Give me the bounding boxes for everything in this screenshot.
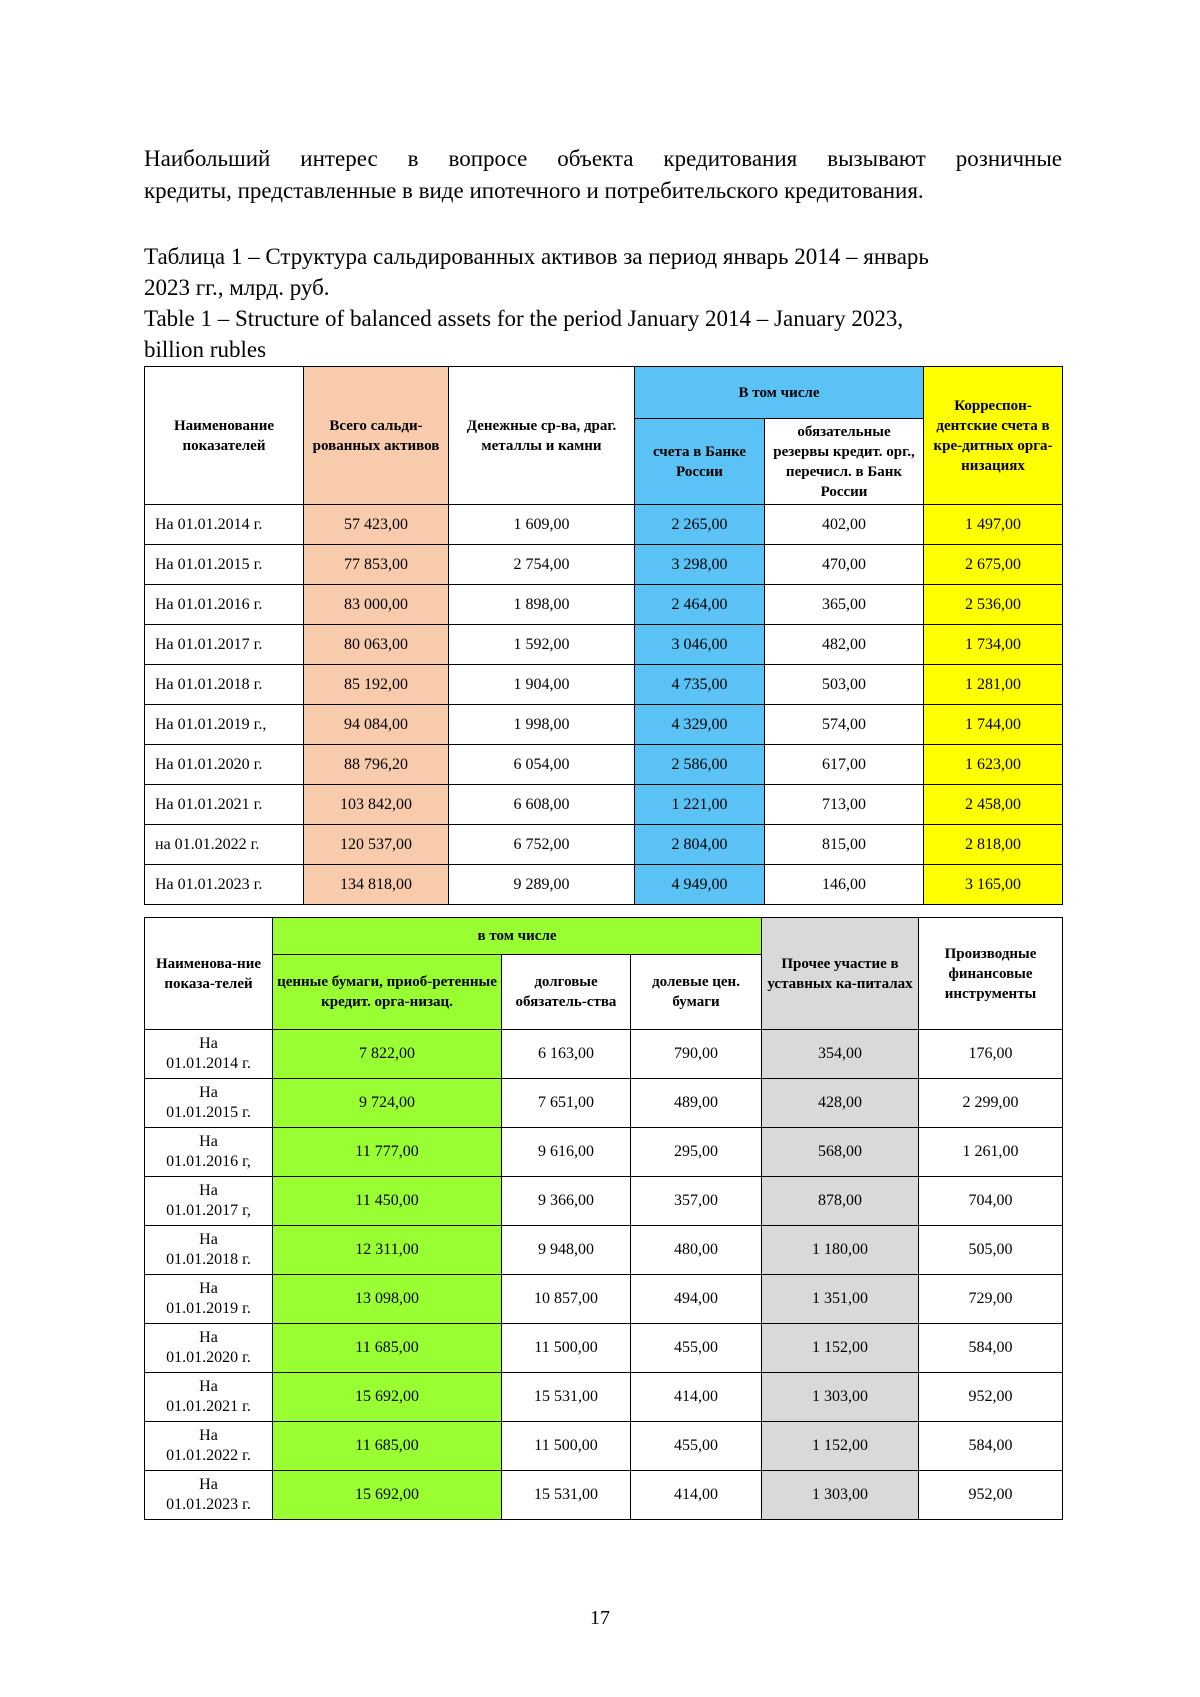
cell-debt: 6 163,00: [502, 1030, 631, 1079]
table-row: [145, 545, 1063, 585]
cell-required-reserves: 402,00: [765, 505, 924, 545]
cell-equity: 455,00: [631, 1324, 762, 1373]
table-row: [145, 1177, 1063, 1226]
table-row: [145, 1030, 1063, 1079]
cell-cash-metals: 1 904,00: [449, 665, 635, 705]
page-number: 17: [590, 1607, 610, 1629]
cell-derivatives: 2 299,00: [919, 1079, 1063, 1128]
cell-equity: 414,00: [631, 1471, 762, 1520]
row-label-date: 01.01.2022 г.: [166, 1447, 251, 1464]
cell-equity: 790,00: [631, 1030, 762, 1079]
cell-total-assets: 57 423,00: [304, 505, 449, 545]
header-required-reserves: обязательные резервы кредит. орг., перечисл. в Банк России: [765, 419, 924, 505]
row-label-date: 01.01.2014 г.: [166, 1055, 251, 1072]
table-row: [145, 1422, 1063, 1471]
cell-bank-accounts: 4 949,00: [635, 865, 765, 905]
header-total-assets: Всего сальди-рованных активов: [304, 367, 449, 505]
cell-total-assets: 77 853,00: [304, 545, 449, 585]
cell-securities: 15 692,00: [273, 1471, 502, 1520]
row-label: На 01.01.2016 г.: [145, 585, 304, 625]
row-label-prefix: На: [199, 1476, 218, 1493]
header-corr-accounts: Корреспон-дентские счета в кре-дитных орга-низациях: [924, 367, 1063, 505]
cell-equity: 489,00: [631, 1079, 762, 1128]
cell-other-participation: 428,00: [762, 1079, 919, 1128]
cell-derivatives: 729,00: [919, 1275, 1063, 1324]
row-label-prefix: На: [199, 1280, 218, 1297]
cell-derivatives: 704,00: [919, 1177, 1063, 1226]
row-label-prefix: На: [199, 1329, 218, 1346]
cell-securities: 12 311,00: [273, 1226, 502, 1275]
cell-cash-metals: 1 592,00: [449, 625, 635, 665]
cell-required-reserves: 713,00: [765, 785, 924, 825]
header2-including: в том числе: [273, 918, 762, 955]
cell-cash-metals: 1 898,00: [449, 585, 635, 625]
cell-derivatives: 176,00: [919, 1030, 1063, 1079]
row-label-prefix: На: [199, 1378, 218, 1395]
cell-cash-metals: 6 752,00: [449, 825, 635, 865]
cell-required-reserves: 815,00: [765, 825, 924, 865]
cell-other-participation: 1 152,00: [762, 1324, 919, 1373]
cell-equity: 414,00: [631, 1373, 762, 1422]
cell-bank-accounts: 2 464,00: [635, 585, 765, 625]
header2-name: Наименова-ние показа-телей: [145, 918, 273, 1030]
cell-required-reserves: 617,00: [765, 745, 924, 785]
intro-paragraph: [144, 143, 1062, 207]
table-row: [145, 1373, 1063, 1422]
cell-corr-accounts: 1 497,00: [924, 505, 1063, 545]
cell-corr-accounts: 1 744,00: [924, 705, 1063, 745]
cell-debt: 11 500,00: [502, 1422, 631, 1471]
cell-required-reserves: 574,00: [765, 705, 924, 745]
table-row: [145, 1226, 1063, 1275]
cell-debt: 15 531,00: [502, 1471, 631, 1520]
cell-total-assets: 88 796,20: [304, 745, 449, 785]
row-label-prefix: На: [199, 1133, 218, 1150]
cell-total-assets: 134 818,00: [304, 865, 449, 905]
cell-bank-accounts: 4 735,00: [635, 665, 765, 705]
cell-bank-accounts: 3 046,00: [635, 625, 765, 665]
cell-debt: 9 948,00: [502, 1226, 631, 1275]
header-bank-accounts: счета в Банке России: [635, 419, 765, 505]
table-row: [145, 1079, 1063, 1128]
cell-total-assets: 103 842,00: [304, 785, 449, 825]
row-label: На 01.01.2018 г.: [145, 665, 304, 705]
caption-en-line-1: Table 1 – Structure of balanced assets for the period January 2014 – January 2023,: [144, 306, 904, 331]
cell-corr-accounts: 3 165,00: [924, 865, 1063, 905]
cell-bank-accounts: 2 265,00: [635, 505, 765, 545]
cell-equity: 480,00: [631, 1226, 762, 1275]
row-label-date: 01.01.2015 г.: [166, 1104, 251, 1121]
cell-debt: 10 857,00: [502, 1275, 631, 1324]
table-row: [145, 665, 1063, 705]
cell-total-assets: 83 000,00: [304, 585, 449, 625]
row-label: На 01.01.2017 г.: [145, 625, 304, 665]
cell-cash-metals: 9 289,00: [449, 865, 635, 905]
row-label-prefix: На: [199, 1084, 218, 1101]
row-label-date: 01.01.2021 г.: [166, 1398, 251, 1415]
row-label: [145, 1422, 273, 1471]
cell-other-participation: 568,00: [762, 1128, 919, 1177]
cell-securities: 11 685,00: [273, 1422, 502, 1471]
table-row: [145, 585, 1063, 625]
assets-table-part-2: [144, 917, 1063, 1520]
row-label: [145, 1128, 273, 1177]
cell-derivatives: 584,00: [919, 1422, 1063, 1471]
cell-required-reserves: 470,00: [765, 545, 924, 585]
cell-cash-metals: 2 754,00: [449, 545, 635, 585]
cell-securities: 15 692,00: [273, 1373, 502, 1422]
cell-total-assets: 94 084,00: [304, 705, 449, 745]
row-label-prefix: На: [199, 1427, 218, 1444]
row-label: [145, 1324, 273, 1373]
cell-cash-metals: 6 054,00: [449, 745, 635, 785]
cell-other-participation: 878,00: [762, 1177, 919, 1226]
row-label: [145, 1079, 273, 1128]
cell-equity: 455,00: [631, 1422, 762, 1471]
cell-cash-metals: 1 609,00: [449, 505, 635, 545]
cell-bank-accounts: 2 586,00: [635, 745, 765, 785]
cell-required-reserves: 503,00: [765, 665, 924, 705]
cell-other-participation: 1 303,00: [762, 1471, 919, 1520]
row-label: [145, 1275, 273, 1324]
cell-cash-metals: 1 998,00: [449, 705, 635, 745]
table-row: [145, 1128, 1063, 1177]
table-row: [145, 505, 1063, 545]
row-label-date: 01.01.2017 г,: [166, 1202, 251, 1219]
cell-required-reserves: 146,00: [765, 865, 924, 905]
table-row: [145, 625, 1063, 665]
row-label: [145, 1177, 273, 1226]
row-label-prefix: На: [199, 1035, 218, 1052]
cell-securities: 11 777,00: [273, 1128, 502, 1177]
cell-other-participation: 1 152,00: [762, 1422, 919, 1471]
cell-bank-accounts: 3 298,00: [635, 545, 765, 585]
cell-securities: 7 822,00: [273, 1030, 502, 1079]
row-label: На 01.01.2023 г.: [145, 865, 304, 905]
table-row: [145, 705, 1063, 745]
cell-bank-accounts: 4 329,00: [635, 705, 765, 745]
cell-equity: 494,00: [631, 1275, 762, 1324]
cell-securities: 9 724,00: [273, 1079, 502, 1128]
table-caption-ru: [144, 241, 1074, 303]
cell-cash-metals: 6 608,00: [449, 785, 635, 825]
row-label-prefix: На: [199, 1231, 218, 1248]
row-label-date: 01.01.2023 г.: [166, 1496, 251, 1513]
cell-other-participation: 1 180,00: [762, 1226, 919, 1275]
cell-debt: 11 500,00: [502, 1324, 631, 1373]
caption-en-line-2: billion rubles: [144, 337, 267, 362]
cell-equity: 357,00: [631, 1177, 762, 1226]
cell-total-assets: 80 063,00: [304, 625, 449, 665]
header2-derivatives: Производные финансовые инструменты: [919, 918, 1063, 1030]
row-label: [145, 1471, 273, 1520]
cell-debt: 9 366,00: [502, 1177, 631, 1226]
header2-debt: долговые обязатель-ства: [502, 955, 631, 1030]
row-label: [145, 1030, 273, 1079]
cell-derivatives: 1 261,00: [919, 1128, 1063, 1177]
cell-derivatives: 952,00: [919, 1373, 1063, 1422]
cell-corr-accounts: 2 458,00: [924, 785, 1063, 825]
cell-corr-accounts: 1 281,00: [924, 665, 1063, 705]
cell-derivatives: 505,00: [919, 1226, 1063, 1275]
cell-required-reserves: 482,00: [765, 625, 924, 665]
assets-table-part-1: [144, 366, 1063, 905]
cell-corr-accounts: 1 734,00: [924, 625, 1063, 665]
row-label-date: 01.01.2020 г.: [166, 1349, 251, 1366]
cell-debt: 9 616,00: [502, 1128, 631, 1177]
cell-total-assets: 85 192,00: [304, 665, 449, 705]
header-including: В том числе: [635, 367, 924, 419]
cell-debt: 15 531,00: [502, 1373, 631, 1422]
row-label: [145, 1226, 273, 1275]
row-label-date: 01.01.2018 г.: [166, 1251, 251, 1268]
header2-securities: ценные бумаги, приоб-ретенные кредит. орга-низац.: [273, 955, 502, 1030]
cell-equity: 295,00: [631, 1128, 762, 1177]
header-name: Наименование показателей: [145, 367, 304, 505]
table-row: [145, 865, 1063, 905]
cell-securities: 11 450,00: [273, 1177, 502, 1226]
header2-equity: долевые цен. бумаги: [631, 955, 762, 1030]
cell-securities: 11 685,00: [273, 1324, 502, 1373]
cell-total-assets: 120 537,00: [304, 825, 449, 865]
cell-other-participation: 354,00: [762, 1030, 919, 1079]
row-label: [145, 1373, 273, 1422]
header-cash-metals: Денежные ср-ва, драг. металлы и камни: [449, 367, 635, 505]
table-caption-en: [144, 303, 1074, 365]
cell-securities: 13 098,00: [273, 1275, 502, 1324]
table-row: [145, 785, 1063, 825]
cell-bank-accounts: 1 221,00: [635, 785, 765, 825]
cell-debt: 7 651,00: [502, 1079, 631, 1128]
table-row: [145, 1471, 1063, 1520]
table-row: [145, 745, 1063, 785]
row-label: На 01.01.2015 г.: [145, 545, 304, 585]
cell-derivatives: 952,00: [919, 1471, 1063, 1520]
row-label: На 01.01.2021 г.: [145, 785, 304, 825]
table-row: [145, 1324, 1063, 1373]
cell-other-participation: 1 351,00: [762, 1275, 919, 1324]
row-label-date: 01.01.2019 г.: [166, 1300, 251, 1317]
cell-other-participation: 1 303,00: [762, 1373, 919, 1422]
caption-ru-line-2: 2023 гг., млрд. руб.: [144, 275, 330, 300]
cell-corr-accounts: 2 536,00: [924, 585, 1063, 625]
cell-corr-accounts: 1 623,00: [924, 745, 1063, 785]
row-label-prefix: На: [199, 1182, 218, 1199]
header2-other-participation: Прочее участие в уставных ка-питалах: [762, 918, 919, 1030]
intro-line-2: кредиты, представленные в виде ипотечного и потребительского кредитования.: [144, 178, 924, 203]
row-label: На 01.01.2019 г.,: [145, 705, 304, 745]
row-label: на 01.01.2022 г.: [145, 825, 304, 865]
intro-line-1: Наибольший интерес в вопросе объекта кредитования вызывают розничные: [144, 146, 1062, 171]
row-label: На 01.01.2014 г.: [145, 505, 304, 545]
cell-required-reserves: 365,00: [765, 585, 924, 625]
cell-derivatives: 584,00: [919, 1324, 1063, 1373]
row-label: На 01.01.2020 г.: [145, 745, 304, 785]
caption-ru-line-1: Таблица 1 – Структура сальдированных активов за период январь 2014 – январь: [144, 244, 929, 269]
row-label-date: 01.01.2016 г,: [166, 1153, 251, 1170]
table-row: [145, 825, 1063, 865]
table-row: [145, 1275, 1063, 1324]
cell-corr-accounts: 2 675,00: [924, 545, 1063, 585]
cell-corr-accounts: 2 818,00: [924, 825, 1063, 865]
cell-bank-accounts: 2 804,00: [635, 825, 765, 865]
